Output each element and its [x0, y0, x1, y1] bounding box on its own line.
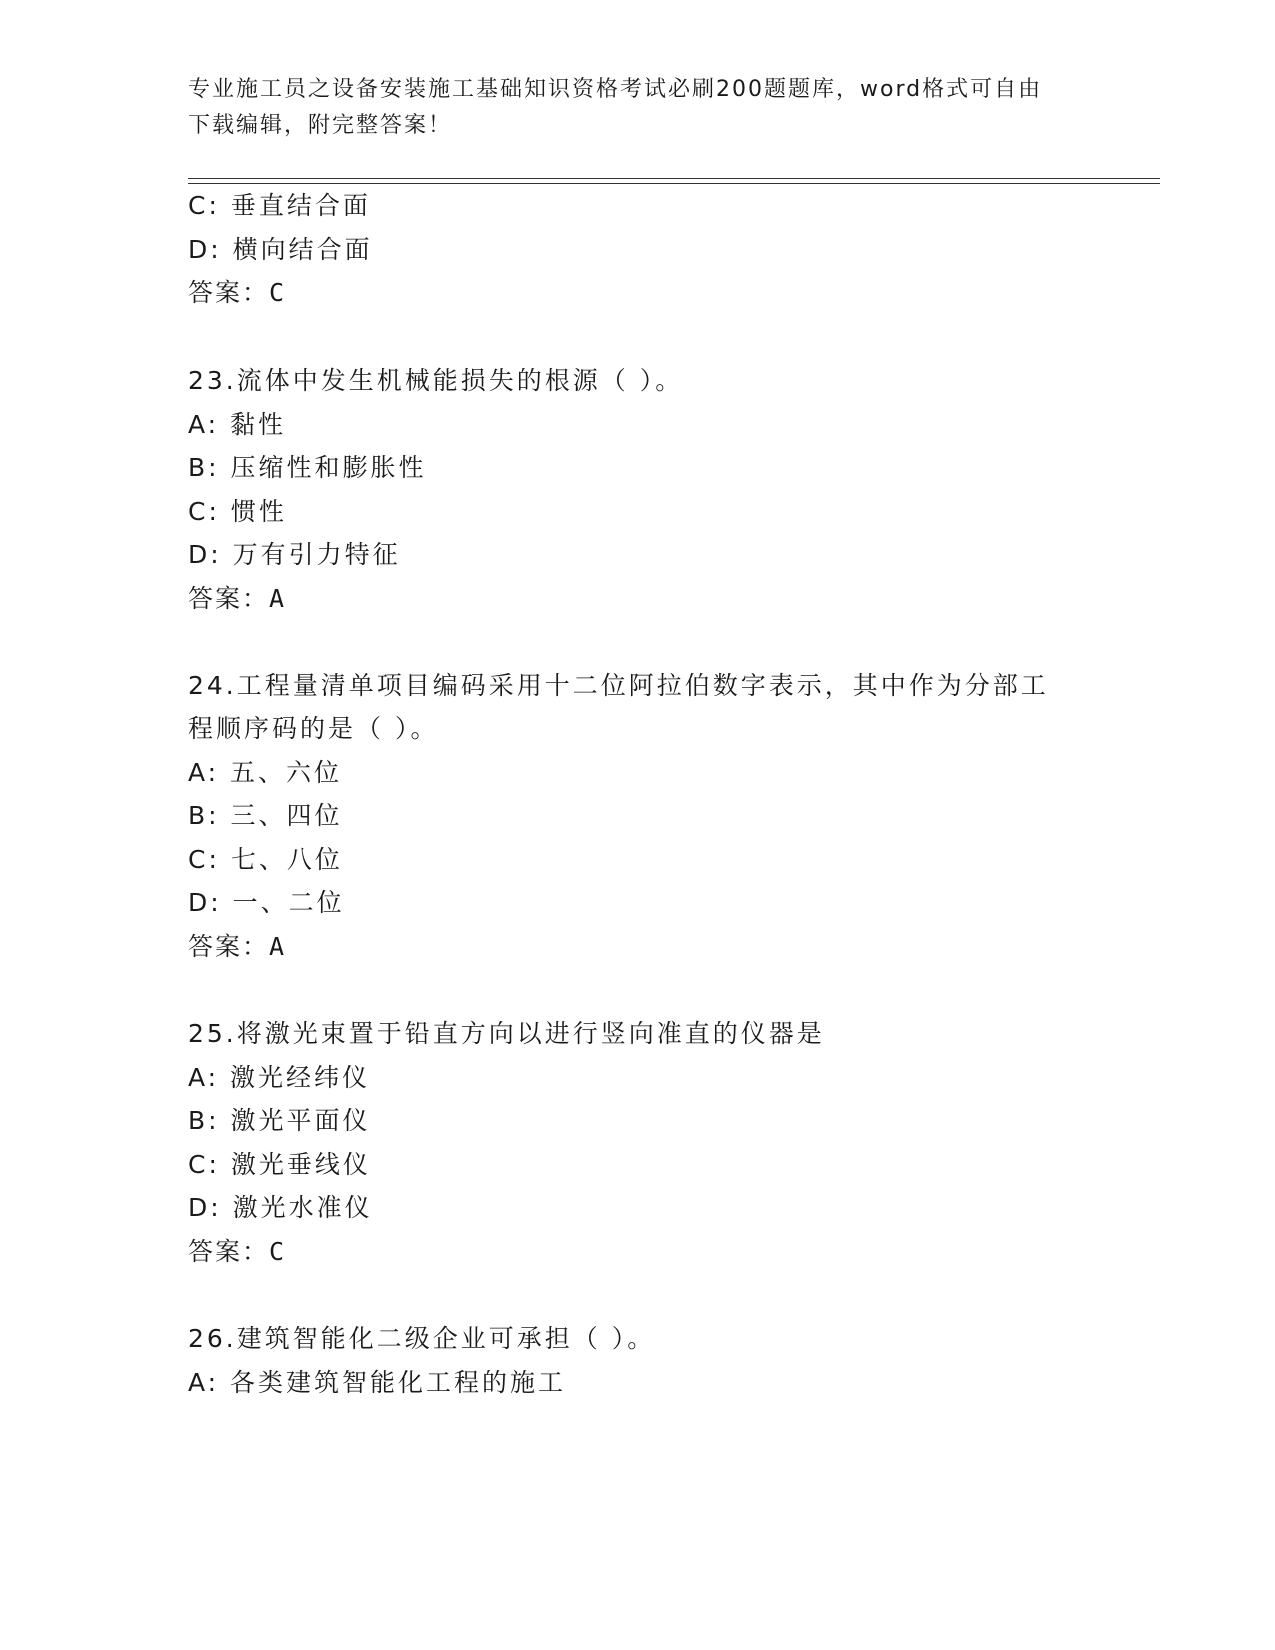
- question-stem-continuation: 程顺序码的是（ ）。: [188, 714, 439, 743]
- option-d: D: 万有引力特征: [188, 540, 401, 569]
- option-c: C: 七、八位: [188, 845, 343, 874]
- answer-value: A: [269, 584, 286, 613]
- option-c: C: 激光垂线仪: [188, 1150, 371, 1179]
- answer-line: [188, 579, 285, 615]
- question-stem: 25.将激光束置于铅直方向以进行竖向准直的仪器是: [188, 1019, 825, 1048]
- option-c: C: 垂直结合面: [188, 191, 371, 220]
- answer-line: [188, 1232, 285, 1268]
- answer-label: 答案：: [188, 932, 270, 961]
- document-header: [188, 72, 1088, 144]
- option-b: B: 压缩性和膨胀性: [188, 453, 427, 482]
- option-a: A: 激光经纬仪: [188, 1063, 371, 1092]
- option-a: A: 各类建筑智能化工程的施工: [188, 1368, 567, 1397]
- question-stem: 24.工程量清单项目编码采用十二位阿拉伯数字表示，其中作为分部工: [188, 671, 1049, 700]
- option-c: C: 惯性: [188, 497, 287, 526]
- answer-line: [188, 927, 285, 963]
- answer-value: C: [269, 278, 286, 307]
- answer-value: C: [269, 1237, 286, 1266]
- answer-value: A: [269, 932, 286, 961]
- header-rule-bottom: [188, 183, 1160, 184]
- answer-label: 答案：: [188, 1237, 270, 1266]
- option-d: D: 一、二位: [188, 888, 345, 917]
- question-stem: 26.建筑智能化二级企业可承担（ ）。: [188, 1324, 656, 1353]
- header-rule-top: [188, 178, 1160, 179]
- option-a: A: 黏性: [188, 410, 287, 439]
- answer-line: [188, 273, 285, 309]
- answer-label: 答案：: [188, 584, 270, 613]
- option-b: B: 激光平面仪: [188, 1106, 371, 1135]
- header-line-1: 专业施工员之设备安装施工基础知识资格考试必刷200题题库，word格式可自由: [188, 77, 1043, 102]
- option-b: B: 三、四位: [188, 801, 343, 830]
- option-d: D: 横向结合面: [188, 235, 373, 264]
- answer-label: 答案：: [188, 278, 270, 307]
- header-line-2: 下载编辑，附完整答案！: [188, 113, 453, 138]
- option-d: D: 激光水准仪: [188, 1193, 373, 1222]
- question-stem: 23.流体中发生机械能损失的根源（ ）。: [188, 366, 684, 395]
- option-a: A: 五、六位: [188, 758, 343, 787]
